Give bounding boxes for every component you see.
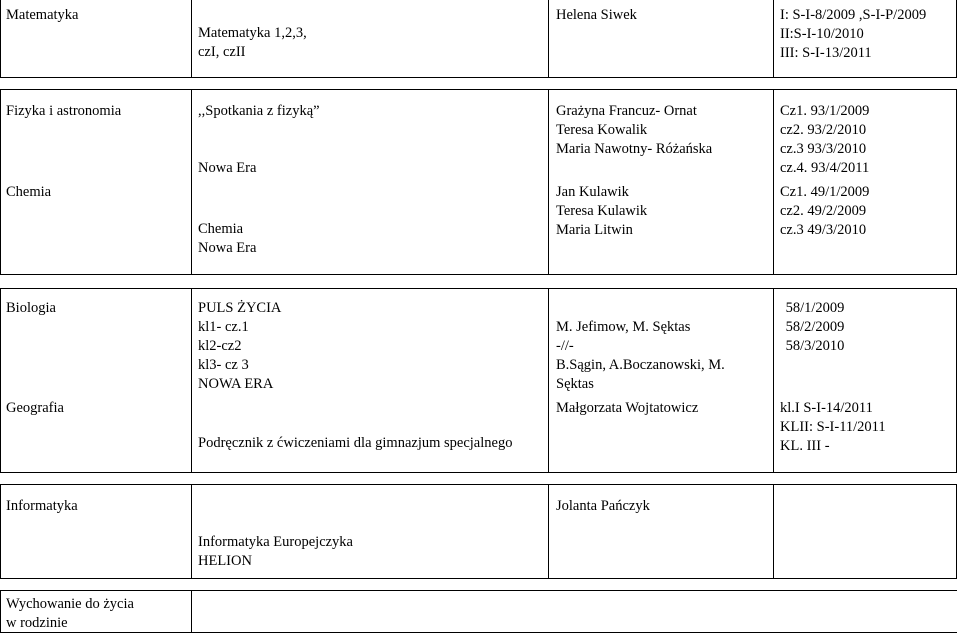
- authors-cell: [556, 183, 647, 240]
- program-line: Chemia: [198, 221, 244, 237]
- subject-cell: Matematyka: [6, 7, 79, 23]
- approval-line: kl.I S-I-14/2011: [780, 400, 873, 416]
- program-line: kl3- cz 3: [198, 357, 249, 373]
- row-divider: [0, 484, 957, 485]
- column-divider: [548, 484, 549, 578]
- subject-cell: Chemia: [6, 184, 52, 200]
- author-line: Teresa Kowalik: [556, 122, 648, 138]
- authors-cell: Jolanta Pańczyk: [556, 498, 650, 514]
- column-divider: [548, 89, 549, 274]
- authors-cell: Helena Siwek: [556, 7, 637, 23]
- approval-cell: [780, 6, 926, 63]
- approval-line: cz.4. 93/4/2011: [780, 160, 870, 176]
- column-divider: [0, 484, 1, 578]
- program-line: kl1- cz.1: [198, 319, 249, 335]
- author-line: -//-: [556, 338, 574, 354]
- row-divider: [0, 632, 957, 633]
- column-divider: [191, 484, 192, 578]
- program-line: Matematyka 1,2,3,: [198, 25, 307, 41]
- column-divider: [0, 89, 1, 274]
- row-divider: [0, 578, 957, 579]
- author-line: Grażyna Francuz- Ornat: [556, 103, 697, 119]
- subject-line: Wychowanie do życia: [6, 596, 134, 612]
- column-divider: [191, 0, 192, 77]
- row-divider: [0, 274, 957, 275]
- approval-line: KLII: S-I-11/2011: [780, 419, 886, 435]
- authors-cell: Małgorzata Wojtatowicz: [556, 400, 699, 416]
- column-divider: [773, 89, 774, 274]
- approval-line: KL. III -: [780, 438, 830, 454]
- row-divider: [0, 77, 957, 78]
- program-cell: [198, 220, 256, 258]
- program-cell: [198, 533, 353, 571]
- author-line: B.Sągin, A.Boczanowski, M.: [556, 357, 725, 373]
- column-divider: [0, 590, 1, 633]
- program-line: NOWA ERA: [198, 376, 274, 392]
- subject-cell: [6, 595, 134, 633]
- approval-line: 58/1/2009: [785, 300, 845, 316]
- column-divider: [0, 0, 1, 77]
- subject-cell: Geografia: [6, 400, 64, 416]
- author-line: M. Jefimow, M. Sęktas: [556, 319, 691, 335]
- row-divider: [0, 288, 957, 289]
- program-cell: Podręcznik z ćwiczeniami dla gimnazjum specjalnego: [198, 435, 513, 451]
- program-cell: [198, 24, 307, 62]
- column-divider: [773, 0, 774, 77]
- program-line: PULS ŻYCIA: [198, 300, 282, 316]
- column-divider: [773, 484, 774, 578]
- approval-line: III: S-I-13/2011: [780, 45, 872, 61]
- column-divider: [0, 288, 1, 472]
- approval-cell: [780, 183, 869, 240]
- subject-cell: Informatyka: [6, 498, 78, 514]
- row-divider: [0, 89, 957, 90]
- subject-cell: Biologia: [6, 300, 56, 316]
- authors-cell: [556, 102, 712, 159]
- row-divider: [0, 472, 957, 473]
- approval-line: cz.3 93/3/2010: [780, 141, 867, 157]
- author-line: Teresa Kulawik: [556, 203, 648, 219]
- program-title: ,,Spotkania z fizyką”: [198, 103, 320, 119]
- column-divider: [956, 484, 957, 578]
- approval-line: cz.3 49/3/2010: [780, 222, 867, 238]
- approval-line: Cz1. 93/1/2009: [780, 103, 870, 119]
- program-line: HELION: [198, 553, 252, 569]
- approval-line: cz2. 93/2/2010: [780, 122, 867, 138]
- program-publisher: Nowa Era: [198, 160, 257, 176]
- program-line: czI, czII: [198, 44, 246, 60]
- approval-line: cz2. 49/2/2009: [780, 203, 867, 219]
- column-divider: [956, 0, 957, 77]
- column-divider: [548, 288, 549, 472]
- approval-line: II:S-I-10/2010: [780, 26, 864, 42]
- approval-cell: [780, 399, 886, 456]
- author-line: Maria Litwin: [556, 222, 633, 238]
- author-line: Sęktas: [556, 376, 594, 392]
- program-line: kl2-cz2: [198, 338, 242, 354]
- approval-line: Cz1. 49/1/2009: [780, 184, 870, 200]
- column-divider: [548, 0, 549, 77]
- subject-cell: Fizyka i astronomia: [6, 103, 122, 119]
- column-divider: [191, 288, 192, 472]
- approval-line: 58/2/2009: [785, 319, 845, 335]
- author-line: Jan Kulawik: [556, 184, 629, 200]
- approval-line: I: S-I-8/2009 ,S-I-P/2009: [780, 7, 927, 23]
- column-divider: [191, 590, 192, 633]
- row-divider: [0, 590, 957, 591]
- approval-line: 58/3/2010: [785, 338, 845, 354]
- approval-cell: [773, 299, 857, 356]
- subject-line: w rodzinie: [6, 615, 68, 631]
- program-cell: [198, 299, 281, 394]
- column-divider: [956, 89, 957, 274]
- program-line: Nowa Era: [198, 240, 257, 256]
- author-line: Maria Nawotny- Różańska: [556, 141, 713, 157]
- column-divider: [956, 288, 957, 472]
- program-line: Informatyka Europejczyka: [198, 534, 353, 550]
- authors-cell: [556, 318, 725, 394]
- approval-cell: [780, 102, 869, 178]
- column-divider: [191, 89, 192, 274]
